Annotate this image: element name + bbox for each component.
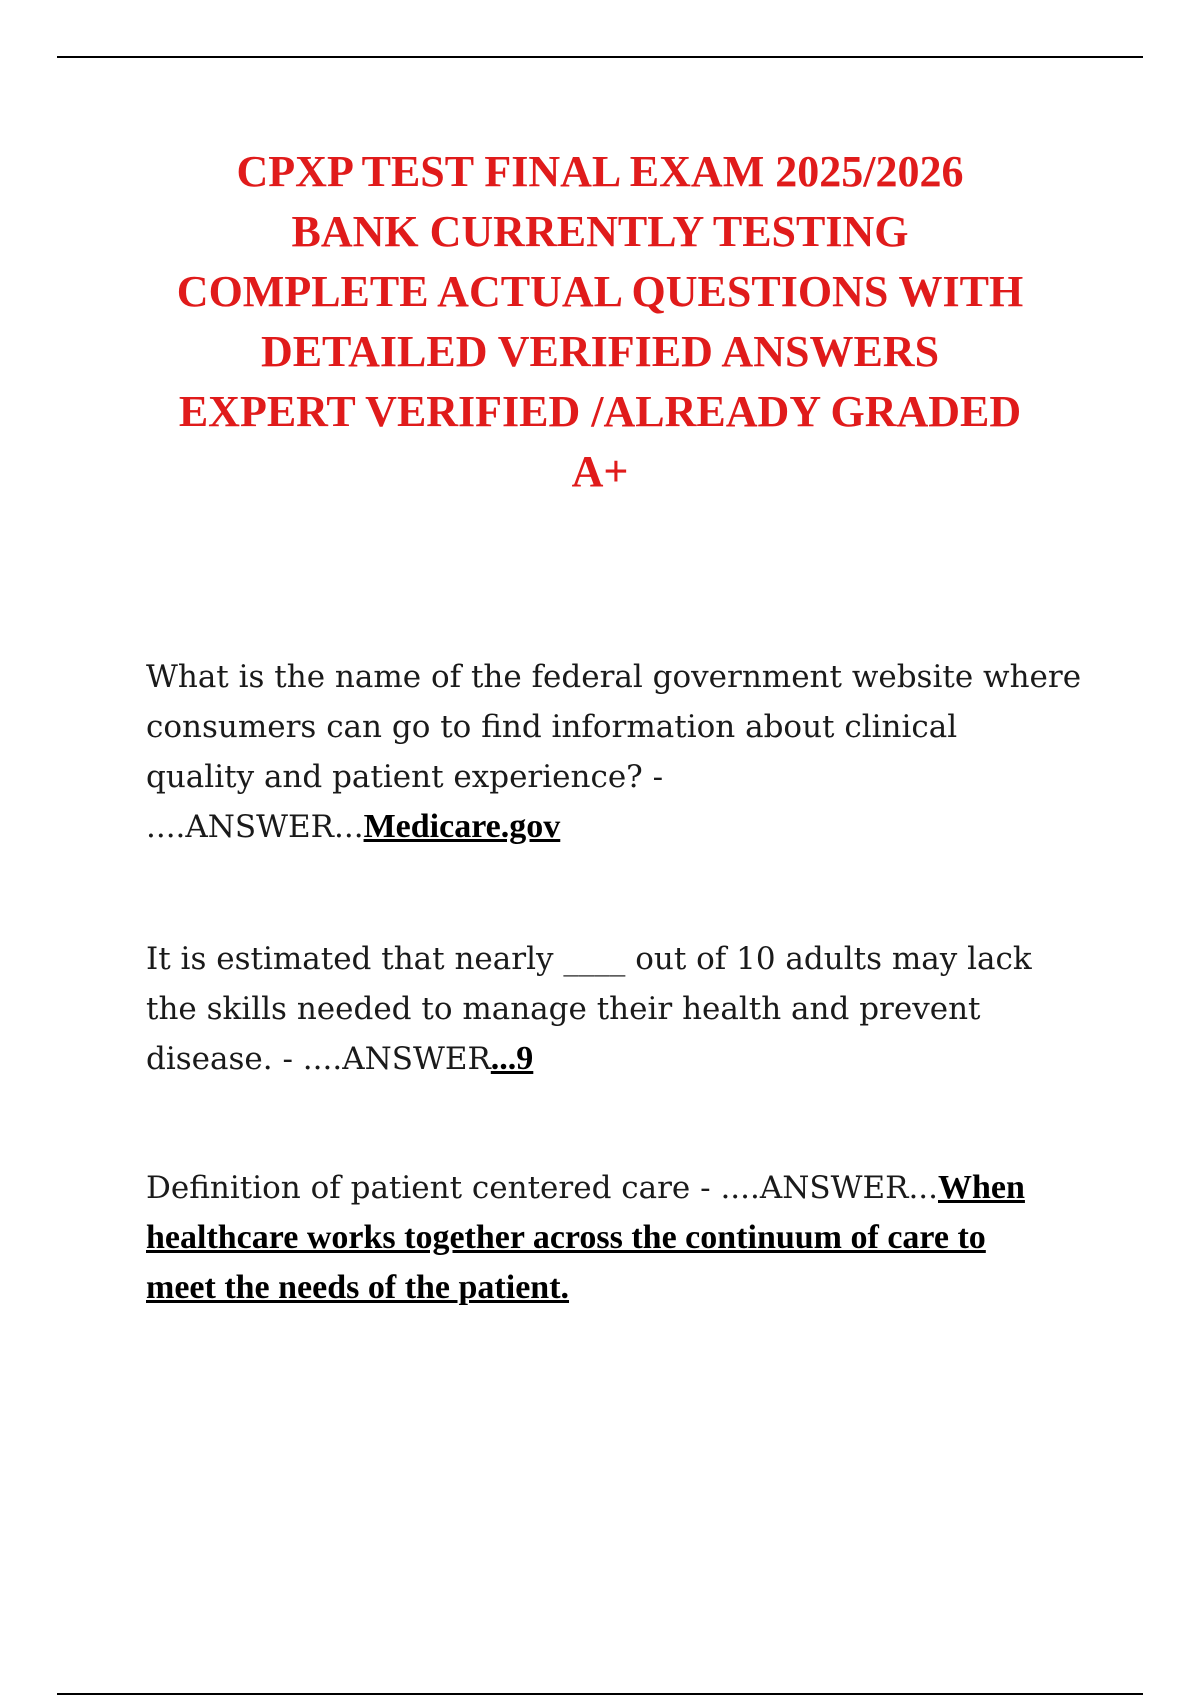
- answer-line: [146, 1034, 1106, 1084]
- question-block: [146, 1163, 1106, 1313]
- question-text-line: consumers can go to find information about clinical: [146, 709, 958, 745]
- document-title: [130, 142, 1070, 502]
- question-text-line: It is estimated that nearly ____ out of 10 adults may lack: [146, 941, 1032, 977]
- answer-text: When: [938, 1169, 1025, 1206]
- answer-line: [146, 1263, 1106, 1313]
- header-rule: [57, 56, 1143, 58]
- answer-prefix: disease. - ....ANSWER: [146, 1041, 491, 1077]
- title-line: EXPERT VERIFIED /ALREADY GRADED: [178, 387, 1022, 436]
- title-line: DETAILED VERIFIED ANSWERS: [260, 327, 940, 376]
- answer-line: [146, 802, 1106, 852]
- title-line: BANK CURRENTLY TESTING: [291, 207, 909, 256]
- answer-line: [146, 1213, 1106, 1263]
- answer-prefix: Definition of patient centered care - ....ANSWER...: [146, 1170, 939, 1206]
- answer-prefix: ....ANSWER...: [146, 809, 364, 845]
- title-line: COMPLETE ACTUAL QUESTIONS WITH: [176, 267, 1024, 316]
- question-text-line: What is the name of the federal government website where: [146, 659, 1082, 695]
- footer-rule: [57, 1693, 1143, 1695]
- title-line: A+: [571, 447, 629, 496]
- question-block: [146, 934, 1106, 1084]
- answer-text: healthcare works together across the continuum of care to: [146, 1219, 986, 1256]
- answer-text: meet the needs of the patient.: [146, 1269, 570, 1306]
- question-text-line: the skills needed to manage their health and prevent: [146, 991, 981, 1027]
- answer-text: ...9: [490, 1040, 534, 1077]
- answer-text: Medicare.gov: [363, 808, 561, 845]
- question-text-line: quality and patient experience? -: [146, 759, 664, 795]
- title-line: CPXP TEST FINAL EXAM 2025/2026: [236, 147, 964, 196]
- question-block: [146, 652, 1106, 852]
- answer-line: [146, 1163, 1106, 1213]
